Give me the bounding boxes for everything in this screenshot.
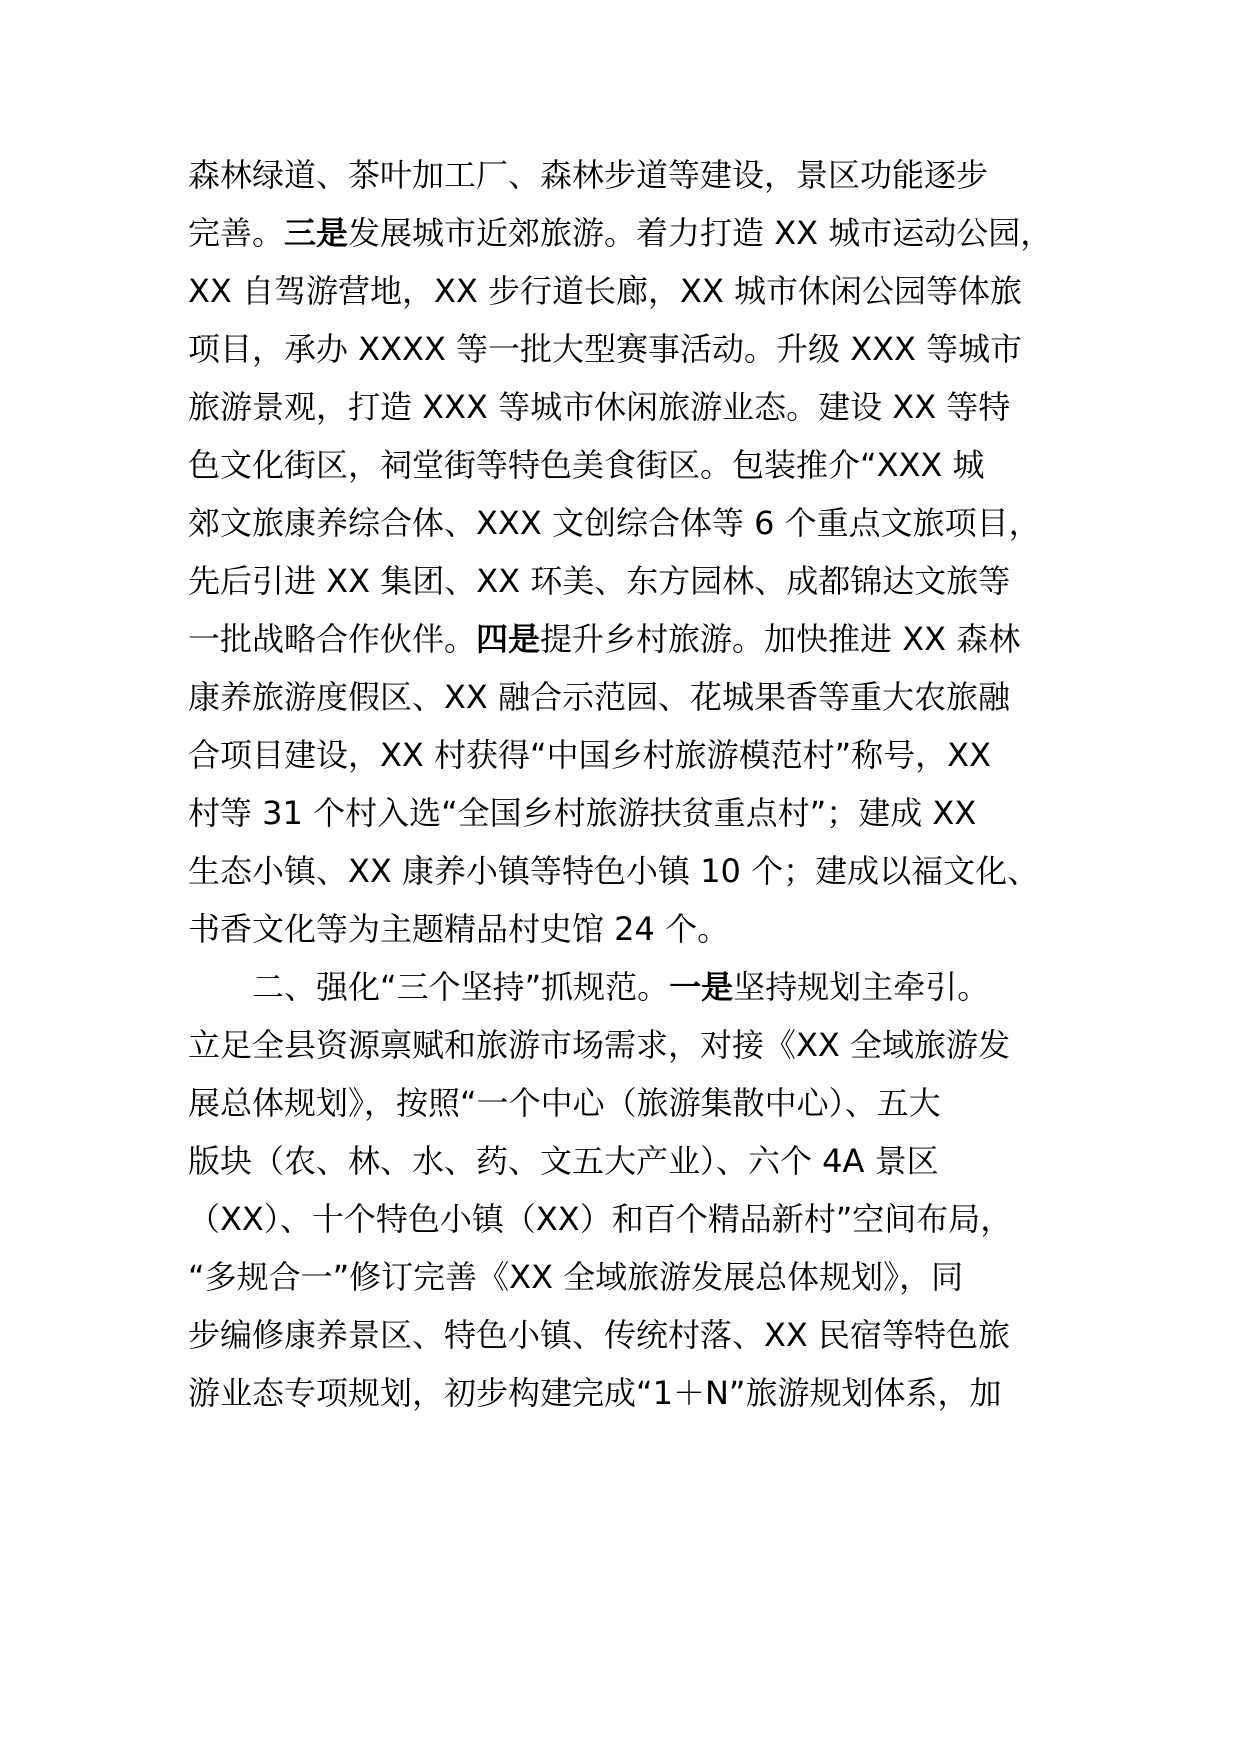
text-line-17: 展总体规划》，按照“一个中心（旅游集散中心）、五大 — [188, 1084, 941, 1122]
section-heading-line: 二、强化“三个坚持”抓规范。一是坚持规划主牵引。 — [252, 968, 990, 1006]
text-line-20: “多规合一”修订完善《XX 全域旅游发展总体规划》，同 — [188, 1258, 964, 1296]
text-line-8: 先后引进 XX 集团、XX 环美、东方园林、成都锦达文旅等 — [188, 562, 1011, 600]
text-line-19: （XX）、十个特色小镇（XX）和百个精品新村”空间布局， — [188, 1200, 1013, 1238]
text-line-9: 一批战略合作伙伴。四是提升乡村旅游。加快推进 XX 森林 — [188, 620, 1021, 658]
text-line-5: 旅游景观，打造 XXX 等城市休闲旅游业态。建设 XX 等特 — [188, 388, 1011, 426]
bold-keyword: 四是 — [476, 620, 541, 658]
text-line-12: 村等 31 个村入选“全国乡村旅游扶贫重点村”；建成 XX — [188, 794, 977, 832]
text-line-16: 立足全县资源禀赋和旅游市场需求，对接《XX 全域旅游发 — [188, 1026, 1011, 1064]
text-line-6: 色文化街区，祠堂街等特色美食街区。包装推介“XXX 城 — [188, 446, 985, 484]
text-line-7: 郊文旅康养综合体、XXX 文创综合体等 6 个重点文旅项目， — [188, 504, 1041, 542]
text-line-22: 游业态专项规划，初步构建完成“1＋N”旅游规划体系，加 — [188, 1374, 1002, 1412]
text-line-10: 康养旅游度假区、XX 融合示范园、花城果香等重大农旅融 — [188, 678, 1011, 716]
text-line-21: 步编修康养景区、特色小镇、传统村落、XX 民宿等特色旅 — [188, 1316, 1011, 1354]
bold-keyword: 一是 — [669, 968, 734, 1006]
text-line-1: 森林绿道、茶叶加工厂、森林步道等建设，景区功能逐步 — [188, 156, 989, 194]
text-line-18: 版块（农、林、水、药、文五大产业）、六个 4A 景区 — [188, 1142, 939, 1180]
bold-keyword: 三是 — [284, 214, 349, 252]
text-line-2: 完善。三是发展城市近郊旅游。着力打造 XX 城市运动公园， — [188, 214, 1053, 252]
text-line-14: 书香文化等为主题精品村史馆 24 个。 — [188, 910, 730, 948]
text-line-11: 合项目建设，XX 村获得“中国乡村旅游模范村”称号，XX — [188, 736, 992, 774]
text-line-4: 项目，承办 XXXX 等一批大型赛事活动。升级 XXX 等城市 — [188, 330, 1023, 368]
text-line-13: 生态小镇、XX 康养小镇等特色小镇 10 个；建成以福文化、 — [188, 852, 1040, 890]
text-line-3: XX 自驾游营地，XX 步行道长廊，XX 城市休闲公园等体旅 — [188, 272, 1023, 310]
